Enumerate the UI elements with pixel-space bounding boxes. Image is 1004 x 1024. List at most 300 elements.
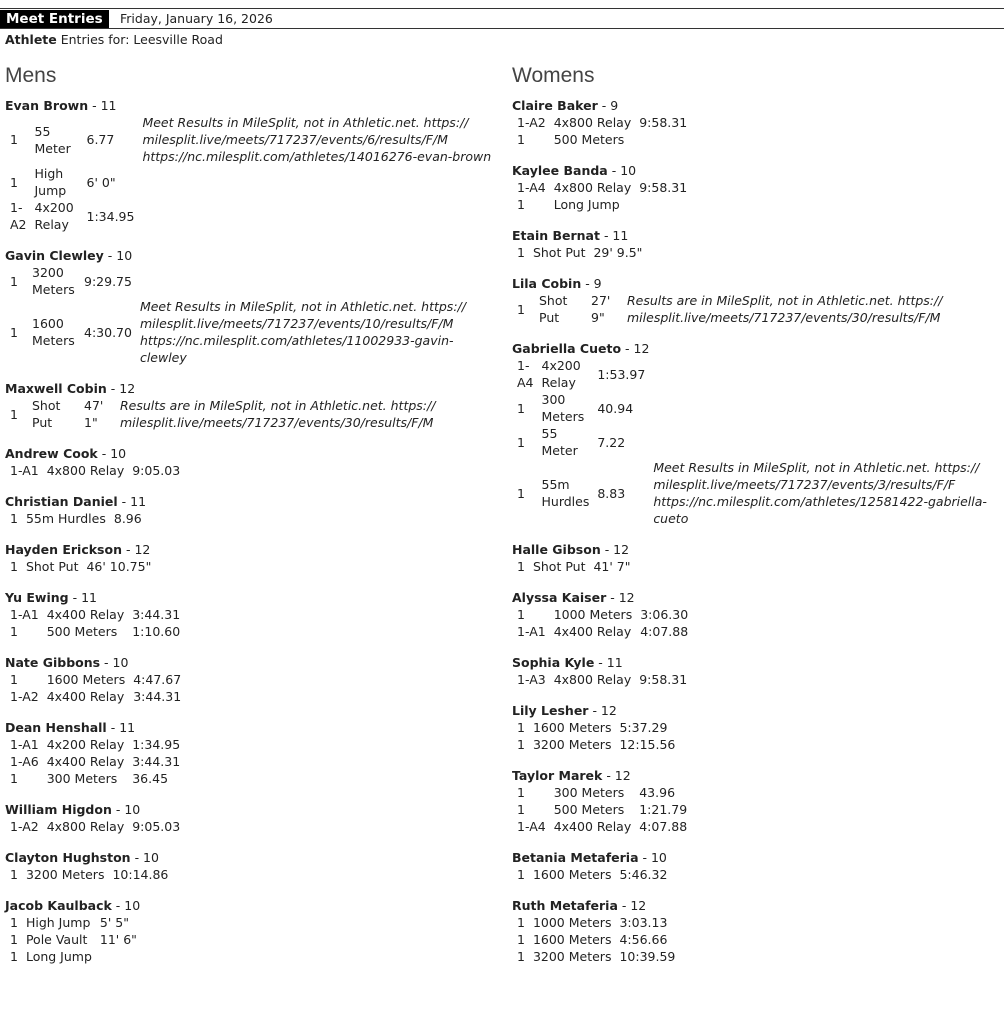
entry-row [6,818,184,835]
entry-row [513,671,691,688]
entry-heat: 1 [517,132,525,147]
entry-event: 55 Meter [34,123,71,156]
entry-heat: 1-A4 [517,819,546,834]
entry-event: 55m Hurdles [541,477,590,509]
mens-column [5,97,500,979]
entry-row [513,558,635,575]
entry-mark: 5:46.32 [619,867,668,882]
entry-row [513,292,1002,326]
entry-event: 4x400 Relay [46,689,125,704]
entry-event: 500 Meters [46,624,118,639]
entry-row [513,623,692,640]
entry-event: 1600 Meters [46,672,126,687]
athlete-block [5,801,500,835]
entry-row [6,397,500,431]
entry-row [513,931,679,948]
entries-table [513,866,671,883]
entry-row [6,298,500,366]
entry-event: 3200 Meters [532,737,612,752]
entry-heat: 1-A2 [517,115,546,130]
entry-mark: 10:14.86 [112,867,169,882]
entry-row [6,510,146,527]
entry-event: High Jump [34,166,67,198]
athlete-heading [512,897,1002,914]
entry-event: 4x800 Relay [553,115,632,130]
athlete-grade: - 10 [111,898,141,913]
athlete-name[interactable]: Evan Brown [5,98,89,113]
entry-heat: 1-A2 [10,819,39,834]
entries-table [6,866,172,883]
athlete-grade: - 10 [638,850,667,865]
athlete-heading [512,541,1002,558]
entry-event: 500 Meters [553,802,625,817]
entry-heat: 1 [10,132,18,147]
athlete-name[interactable]: Nate Gibbons [5,655,101,670]
athlete-grade: - 9 [581,276,602,291]
entry-row [6,165,500,199]
athlete-heading [512,702,1002,719]
athlete-heading [5,97,500,114]
entry-note [138,199,500,233]
entry-mark: 9:05.03 [132,819,181,834]
entry-row [6,931,141,948]
entry-mark: 46' 10.75" [86,559,152,574]
entry-row [513,866,671,883]
entry-heat: 1-A1 [10,737,39,752]
entry-row [513,357,1002,391]
athlete-grade: - 11 [88,98,117,113]
entry-row [6,736,184,753]
entry-note [138,165,500,199]
womens-column [512,97,1002,979]
entry-heat: 1 [10,624,18,639]
entry-row [6,914,141,931]
athlete-name[interactable]: Taylor Marek [512,768,603,783]
athlete-grade: - 12 [602,768,631,783]
entry-heat: 1 [517,245,525,260]
entries-table [6,558,155,575]
athlete-heading [5,654,500,671]
athlete-name[interactable]: Lila Cobin [512,276,582,291]
entry-heat: 1 [517,720,525,735]
entry-row [513,784,691,801]
entry-mark: 4:07.88 [640,624,689,639]
athlete-block [512,897,1002,965]
entry-mark: 4:47.67 [133,672,182,687]
entry-event: 55m Hurdles [25,511,106,526]
entry-note [649,391,1002,425]
entry-mark: 12:15.56 [619,737,676,752]
entries-table [6,397,500,431]
entries-table [6,264,500,366]
entry-row [513,179,691,196]
entry-event: 1600 Meters [532,932,612,947]
entry-mark: 1:34.95 [132,737,181,752]
athlete-block [5,654,500,705]
entry-event: 4x200 Relay [34,200,74,232]
athlete-grade: - 10 [103,248,133,263]
athlete-name[interactable]: Betania Metaferia [512,850,639,865]
entry-mark: 10:39.59 [619,949,676,964]
athlete-heading [5,247,500,264]
entry-row [513,459,1002,527]
entry-row [513,391,1002,425]
entry-row [6,688,185,705]
athlete-grade: - 12 [621,341,650,356]
entry-event: Long Jump [25,949,92,964]
athlete-grade: - 11 [594,655,623,670]
entry-event: Shot Put [532,559,586,574]
athlete-grade: - 12 [600,542,630,557]
athlete-block [5,589,500,640]
entry-mark: 9:58.31 [639,115,688,130]
entry-note: Results are in MileSplit, not in Athletic.net. https:// milesplit.live/meets/717237/events/30/results/F/M [120,398,436,430]
entry-heat: 1 [10,672,18,687]
entry-row [513,114,691,131]
entry-row [513,818,691,835]
athlete-name[interactable]: Andrew Cook [5,446,98,461]
entries-table [6,510,146,527]
entry-mark: 43.96 [639,785,676,800]
athlete-heading [512,767,1002,784]
athlete-name[interactable]: Jacob Kaulback [5,898,112,913]
athlete-block [5,897,500,965]
entries-table [6,462,184,479]
entry-row [513,801,691,818]
athlete-block [512,275,1002,326]
entry-heat: 1 [517,559,525,574]
entry-mark: 9:05.03 [132,463,181,478]
entry-row [513,244,646,261]
entry-mark: 3:44.31 [132,607,181,622]
athlete-grade: - 12 [588,703,617,718]
entry-heat: 1 [10,406,18,422]
womens-heading: Womens [512,64,595,87]
entry-note [649,425,1002,459]
entry-event: 1600 Meters [532,867,612,882]
athlete-name[interactable]: Halle Gibson [512,542,601,557]
athlete-heading [5,849,500,866]
entry-heat: 1-A6 [10,754,39,769]
athlete-heading [512,589,1002,606]
athlete-heading [5,897,500,914]
athlete-name[interactable]: Ruth Metaferia [512,898,618,913]
athlete-block [5,493,500,527]
entry-row [6,753,184,770]
entries-table [6,606,184,640]
entries-table [6,736,184,787]
athlete-grade: - 10 [111,802,141,817]
entry-heat: 1-A1 [10,607,39,622]
entry-event: 1600 Meters [32,316,75,348]
entry-mark: 5' 5" [99,915,129,930]
athlete-label: Athlete [5,32,57,47]
entry-mark [635,131,691,148]
athlete-name[interactable]: Gabriella Cueto [512,341,622,356]
entry-mark: 3:06.30 [640,607,689,622]
entry-note: Meet Results in MileSplit, not in Athletic.net. https:// milesplit.live/meets/717237/events/6/results/F/M https://nc.milesplit.com/athletes/14016276-evan-brown [142,115,492,164]
entries-table [513,179,691,213]
athlete-block [512,340,1002,527]
entry-heat: 1 [517,434,525,450]
entry-row [6,199,500,233]
meet-date: Friday, January 16, 2026 [120,11,273,26]
entry-mark: 5:37.29 [619,720,668,735]
entry-event: 3200 Meters [532,949,612,964]
athlete-block [5,380,500,431]
entry-event: 4x800 Relay [46,463,125,478]
entry-heat: 1-A4 [517,180,546,195]
entries-table [513,558,635,575]
athlete-heading [512,849,1002,866]
header-bar [0,8,1004,29]
entry-row [6,948,141,965]
entry-event: 500 Meters [553,132,625,147]
athlete-heading [5,541,500,558]
athlete-name[interactable]: Etain Bernat [512,228,600,243]
entries-table [513,606,692,640]
entries-table [6,818,184,835]
athlete-block [5,541,500,575]
athlete-block [512,767,1002,835]
athlete-heading [512,275,1002,292]
entry-mark: 1:10.60 [132,624,181,639]
athlete-name[interactable]: Yu Ewing [5,590,69,605]
entry-row [513,948,679,965]
entry-event: 1000 Meters [553,607,633,622]
entry-row [6,623,184,640]
entry-event: High Jump [25,915,91,930]
entry-heat: 1 [517,932,525,947]
athlete-name[interactable]: Claire Baker [512,98,598,113]
athlete-grade: - 10 [97,446,127,461]
entry-mark: 47' 1" [84,398,104,430]
athlete-block [5,445,500,479]
entry-heat: 1-A3 [517,672,546,687]
entry-mark: 3:03.13 [619,915,668,930]
entry-event: 4x800 Relay [553,672,632,687]
entry-event: 1000 Meters [532,915,612,930]
athlete-block [512,162,1002,213]
entry-row [513,606,692,623]
entries-table [513,784,691,835]
entry-mark: 36.45 [132,771,169,786]
athlete-heading [5,589,500,606]
entry-heat: 1 [10,273,18,289]
entry-heat: 1 [517,785,525,800]
entry-row [513,425,1002,459]
athlete-name[interactable]: Gavin Clewley [5,248,104,263]
entry-event: Pole Vault [25,932,88,947]
athlete-block [512,227,1002,261]
entry-row [6,671,185,688]
entry-mark: 29' 9.5" [593,245,643,260]
athlete-grade: - 11 [68,590,97,605]
entry-heat: 1 [517,915,525,930]
entry-mark: 27' 9" [591,293,611,325]
entry-mark: 1:21.79 [639,802,688,817]
athlete-block [512,702,1002,753]
athlete-grade: - 11 [599,228,629,243]
athlete-name[interactable]: William Higdon [5,802,112,817]
entry-mark: 8.83 [597,485,626,501]
athlete-block [5,719,500,787]
entry-mark: 3:44.31 [133,689,182,704]
entries-table [513,114,691,148]
team-label: Entries for: Leesville Road [56,32,223,47]
athlete-name[interactable]: Sophia Kyle [512,655,595,670]
athlete-heading [5,719,500,736]
entry-event: 3200 Meters [25,867,105,882]
entry-row [6,770,184,787]
entry-heat: 1 [517,400,525,416]
entry-heat: 1 [10,771,18,786]
athlete-name[interactable]: Dean Henshall [5,720,107,735]
entry-heat: 1 [517,949,525,964]
athlete-heading [512,340,1002,357]
athlete-name[interactable]: Kaylee Banda [512,163,608,178]
entry-mark: 9:29.75 [84,273,132,289]
athlete-block [5,247,500,366]
entry-row [6,606,184,623]
entry-mark: 4:07.88 [639,819,688,834]
entry-mark: 3:44.31 [132,754,181,769]
entry-mark: 40.94 [597,400,634,416]
entry-mark: 9:58.31 [639,180,688,195]
entry-event: Shot Put [532,245,586,260]
athlete-grade: - 12 [106,381,136,396]
entries-table [6,114,500,233]
entries-table [6,671,185,705]
entry-heat: 1 [10,174,18,190]
entry-row [6,558,155,575]
entry-event: 4x200 Relay [46,737,125,752]
entry-event: 1600 Meters [532,720,612,735]
athlete-grade: - 11 [106,720,136,735]
entry-mark [635,196,691,213]
entry-heat: 1-A4 [517,358,534,390]
athlete-heading [512,654,1002,671]
entry-heat: 1 [10,324,18,340]
athlete-name[interactable]: Hayden Erickson [5,542,122,557]
athlete-grade: - 9 [597,98,619,113]
entry-mark: 6' 0" [86,174,116,190]
entry-event: 55 Meter [541,426,578,458]
entry-row [513,131,691,148]
entries-table [513,914,679,965]
entry-event: 4x800 Relay [46,819,125,834]
entry-heat: 1 [10,559,18,574]
entry-mark: 7.22 [597,434,626,450]
entry-note: Meet Results in MileSplit, not in Athletic.net. https:// milesplit.live/meets/717237/events/10/results/F/M https://nc.milesplit.com/athletes/11002933-gavin-clewley [139,299,466,365]
athlete-name[interactable]: Alyssa Kaiser [512,590,607,605]
athlete-name[interactable]: Clayton Hughston [5,850,131,865]
entries-for-label [5,32,223,48]
entry-event: 300 Meters [553,785,625,800]
entry-heat: 1-A1 [10,463,39,478]
entry-row [6,866,172,883]
entry-mark: 1:34.95 [86,208,135,224]
athlete-name[interactable]: Maxwell Cobin [5,381,107,396]
entry-heat: 1 [10,915,18,930]
athlete-grade: - 10 [130,850,159,865]
athlete-heading [5,801,500,818]
entry-event: Long Jump [553,197,620,212]
entry-heat: 1 [517,802,525,817]
entry-event: 4x200 Relay [541,358,581,390]
entry-mark: 41' 7" [593,559,631,574]
athlete-grade: - 12 [606,590,635,605]
athlete-grade: - 10 [607,163,637,178]
athlete-block [512,541,1002,575]
athlete-heading [512,162,1002,179]
athlete-block [512,849,1002,883]
athlete-name[interactable]: Christian Daniel [5,494,118,509]
entry-row [6,462,184,479]
entry-note: Meet Results in MileSplit, not in Athletic.net. https:// milesplit.live/meets/717237/events/3/results/F/F https://nc.milesplit.com/athletes/12581422-gabriella-cueto [653,460,987,526]
entry-heat: 1-A2 [10,200,27,232]
entry-event: 4x400 Relay [46,754,125,769]
entry-event: Shot Put [32,398,61,430]
entries-table [513,671,691,688]
entry-row [513,196,691,213]
entry-heat: 1 [517,301,525,317]
entries-table [513,719,679,753]
entry-event: 300 Meters [46,771,118,786]
entry-row [513,736,679,753]
entry-heat: 1-A1 [517,624,546,639]
entry-event: 4x800 Relay [553,180,632,195]
entry-heat: 1-A2 [10,689,39,704]
athlete-name[interactable]: Lily Lesher [512,703,589,718]
entry-event: 4x400 Relay [553,624,632,639]
entry-row [6,264,500,298]
athlete-grade: - 10 [100,655,129,670]
entry-event: 3200 Meters [32,265,75,297]
athlete-block [5,97,500,233]
entry-note [136,264,500,298]
athlete-heading [512,227,1002,244]
entries-table [513,244,646,261]
entry-mark: 4:30.70 [84,324,132,340]
entries-table [513,357,1002,527]
athlete-block [512,654,1002,688]
athlete-heading [5,493,500,510]
meet-entries-badge: Meet Entries [0,10,109,28]
entry-mark: 1:53.97 [597,366,646,382]
entry-heat: 1 [517,737,525,752]
entry-heat: 1 [517,197,525,212]
entries-table [6,914,141,965]
entry-row [513,719,679,736]
entry-mark: 9:58.31 [639,672,688,687]
entry-event: 4x400 Relay [553,819,632,834]
athlete-grade: - 12 [121,542,151,557]
athlete-grade: - 12 [617,898,647,913]
entry-mark: 11' 6" [99,932,137,947]
entry-event: 4x400 Relay [46,607,125,622]
entry-note: Results are in MileSplit, not in Athletic.net. https:// milesplit.live/meets/717237/events/30/results/F/M [627,293,943,325]
athlete-block [512,589,1002,640]
entry-event: 300 Meters [541,392,585,424]
entry-mark [96,948,141,965]
entry-event: Shot Put [25,559,79,574]
entry-event: Shot Put [539,293,568,325]
mens-heading: Mens [5,64,57,87]
entry-row [6,114,500,165]
entry-heat: 1 [10,949,18,964]
athlete-block [5,849,500,883]
